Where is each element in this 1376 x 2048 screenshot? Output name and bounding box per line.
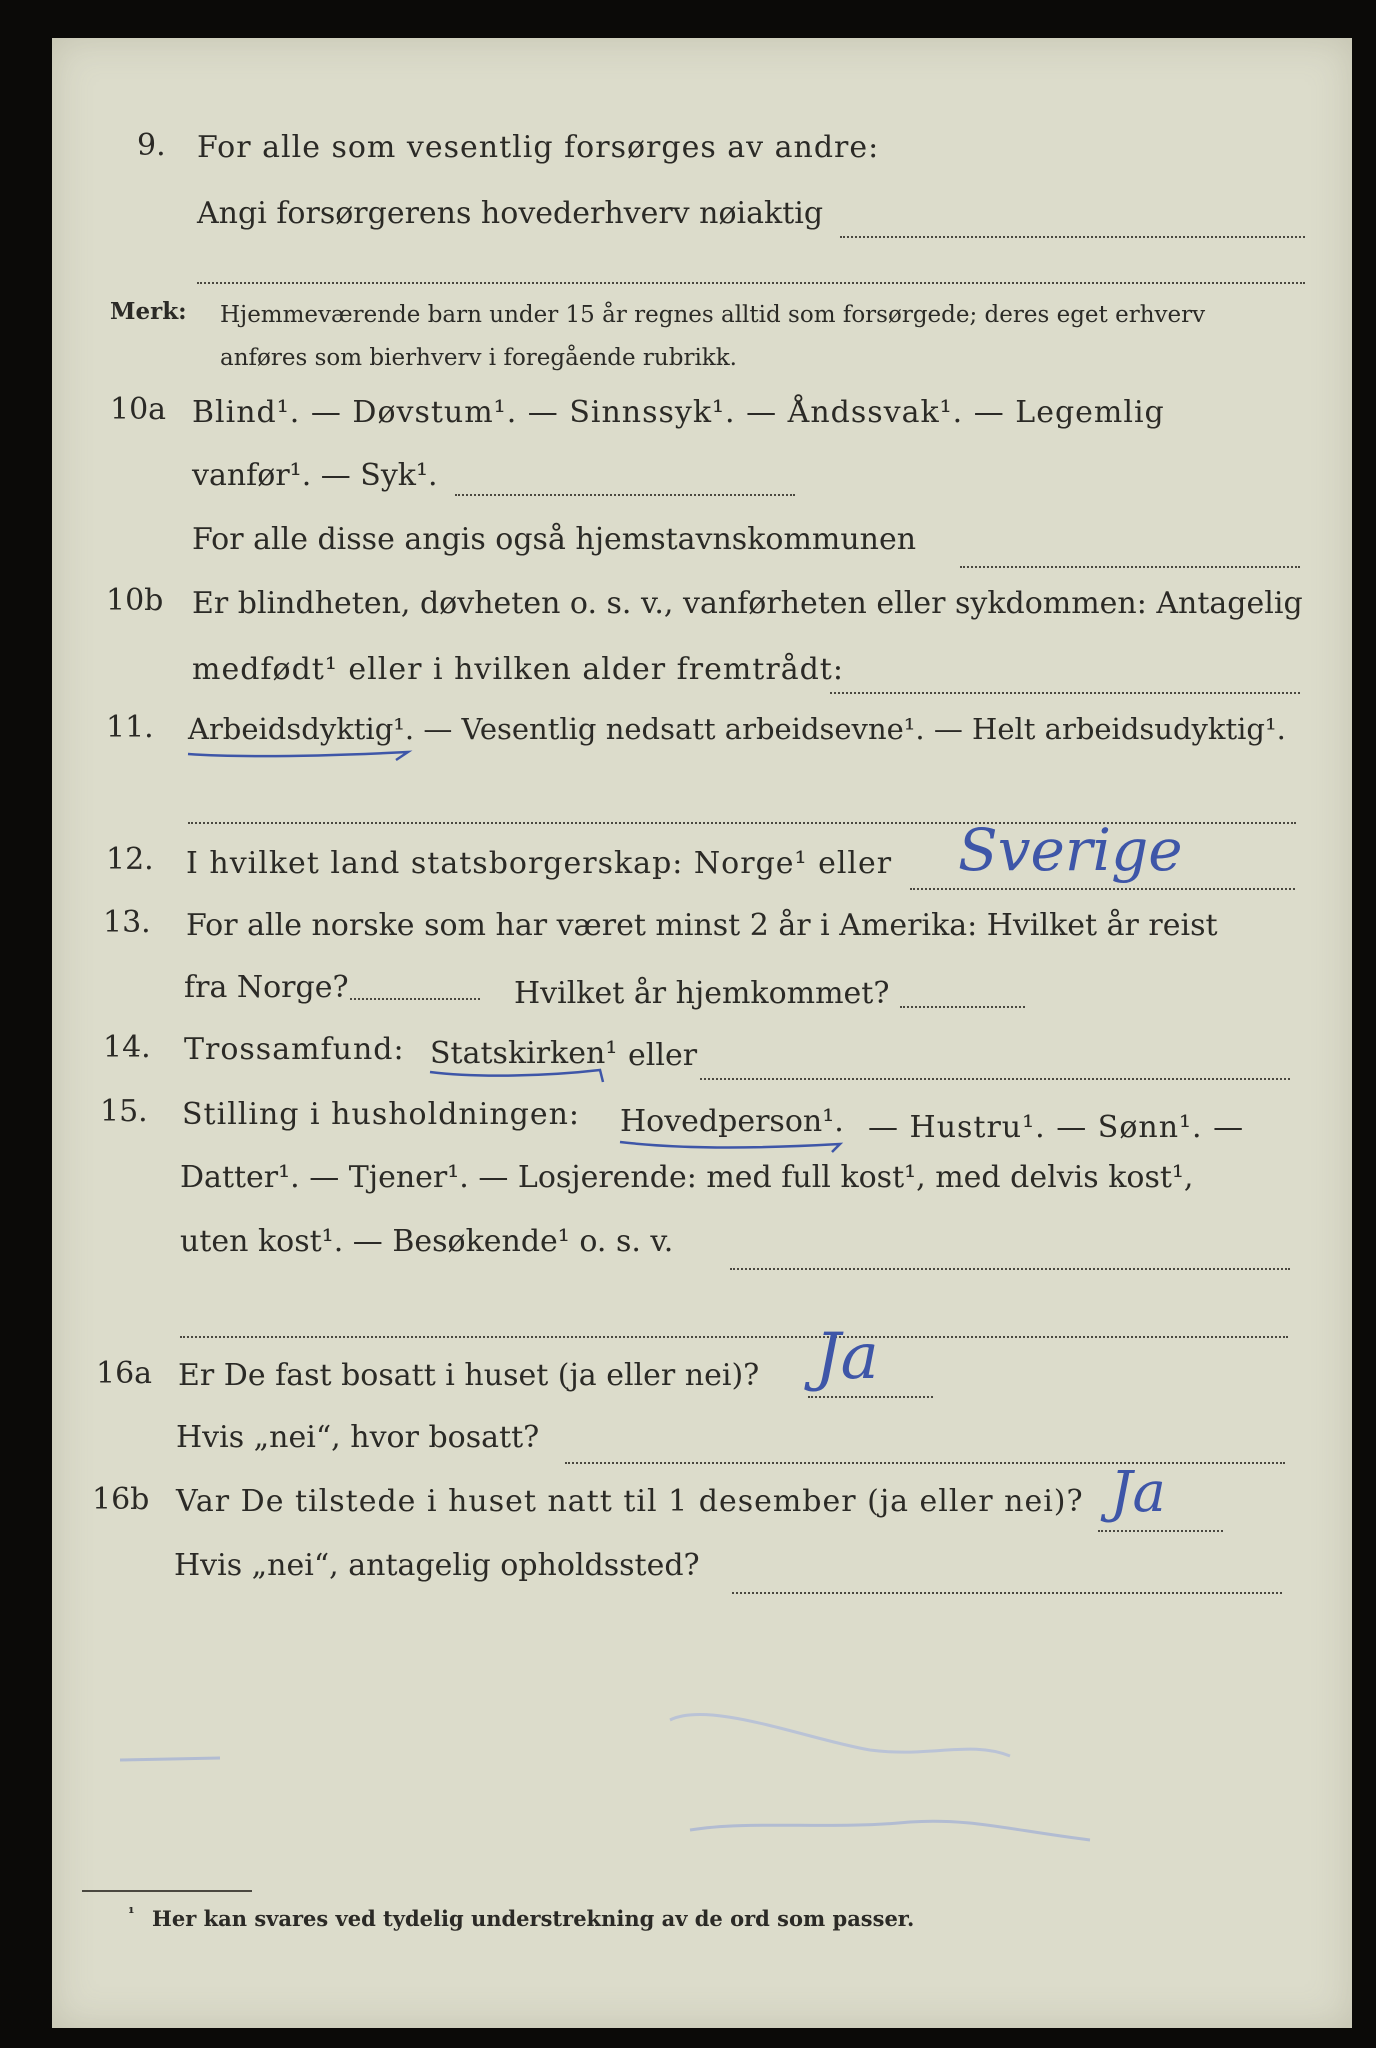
q15-option-hovedperson: Hovedperson¹. [620,1104,844,1139]
q10b-line1: Er blindheten, døvheten o. s. v., vanførheten eller sykdommen: Antagelig [192,586,1303,621]
q10a-kommune-line [960,566,1300,568]
q13-reist-line [350,998,480,1000]
q9-extra-line [197,282,1305,284]
q16b-number: 16b [92,1482,150,1517]
q14-answer-line [700,1078,1290,1080]
footnote-text: Her kan svares ved tydelig understrekning av de ord som passer. [152,1906,915,1931]
q14-label: Trossamfund: [184,1032,405,1067]
q14-underline-mark [428,1064,608,1086]
q16a-line1: Er De fast bosatt i huset (ja eller nei)? [178,1358,760,1393]
q12-number: 12. [106,842,154,877]
merk-label: Merk: [110,298,187,325]
q11-line1: Arbeidsdyktig¹. — Vesentlig nedsatt arbeidsevne¹. — Helt arbeidsudyktig¹. [188,712,1286,746]
q10a-line2: vanfør¹. — Syk¹. [192,458,438,493]
merk-line1: Hjemmeværende barn under 15 år regnes alltid som forsørgede; deres eget erhverv [220,302,1206,328]
q14-tail: eller [628,1038,698,1073]
merk-line2: anføres som bierhverv i foregående rubrikk. [220,345,737,371]
q15-answer-line [730,1268,1290,1270]
q15-underline-mark [618,1136,848,1156]
q16a-bosatt-line [565,1462,1285,1464]
q16a-line2: Hvis „nei“, hvor bosatt? [176,1420,540,1455]
q16b-line2: Hvis „nei“, antagelig opholdssted? [174,1548,700,1583]
faint-bleed-through-marks [110,1680,1130,1870]
q13-line2b: Hvilket år hjemkommet? [514,976,890,1011]
q15-line1c: — Hustru¹. — Sønn¹. — [868,1110,1245,1145]
q16b-line1: Var De tilstede i huset natt til 1 desember (ja eller nei)? [176,1484,1084,1519]
footnote-mark: ¹ [128,1904,135,1922]
q9-number: 9. [137,128,166,163]
q10a-line1: Blind¹. — Døvstum¹. — Sinnssyk¹. — Åndssvak¹. — Legemlig [192,395,1165,430]
q10a-line3: For alle disse angis også hjemstavnskommunen [192,522,917,557]
q16a-number: 16a [96,1356,153,1391]
q10a-number: 10a [110,392,167,427]
q13-line1: For alle norske som har været minst 2 år i Amerika: Hvilket år reist [186,908,1218,943]
q9-line1: For alle som vesentlig forsørges av andre: [197,130,880,165]
footnote-separator [82,1890,252,1892]
q15-extra-line [180,1336,1288,1338]
q15-number: 15. [100,1094,148,1129]
q10b-number: 10b [106,583,164,618]
q15-line1a: Stilling i husholdningen: [182,1097,581,1132]
q15-line3: uten kost¹. — Besøkende¹ o. s. v. [180,1224,674,1259]
q10b-line2: medfødt¹ eller i hvilken alder fremtrådt: [192,652,844,687]
q16a-answer-handwriting: Ja [815,1320,879,1394]
q13-number: 13. [103,905,151,940]
q11-underline-mark [186,746,416,766]
q12-line1: I hvilket land statsborgerskap: Norge¹ eller [186,846,893,881]
q10a-answer-line [455,494,795,496]
q10b-answer-line [830,692,1300,694]
q12-answer-line [910,888,1295,890]
q15-line2: Datter¹. — Tjener¹. — Losjerende: med full kost¹, med delvis kost¹, [180,1160,1194,1195]
q9-answer-line [840,236,1305,238]
q14-number: 14. [103,1030,151,1065]
q11-number: 11. [106,710,154,745]
q16b-answer-handwriting: Ja [1110,1460,1166,1525]
q16b-opholdssted-line [732,1592,1282,1594]
q13-line2a: fra Norge? [184,970,349,1005]
q12-answer-handwriting: Sverige [958,816,1183,884]
q16b-answer-line [1098,1530,1223,1532]
q9-line2: Angi forsørgerens hovederhverv nøiaktig [197,196,824,231]
q16a-answer-line [808,1396,933,1398]
q13-hjemkommet-line [900,1006,1025,1008]
q14-option-statskirken: Statskirken¹ [430,1036,618,1071]
